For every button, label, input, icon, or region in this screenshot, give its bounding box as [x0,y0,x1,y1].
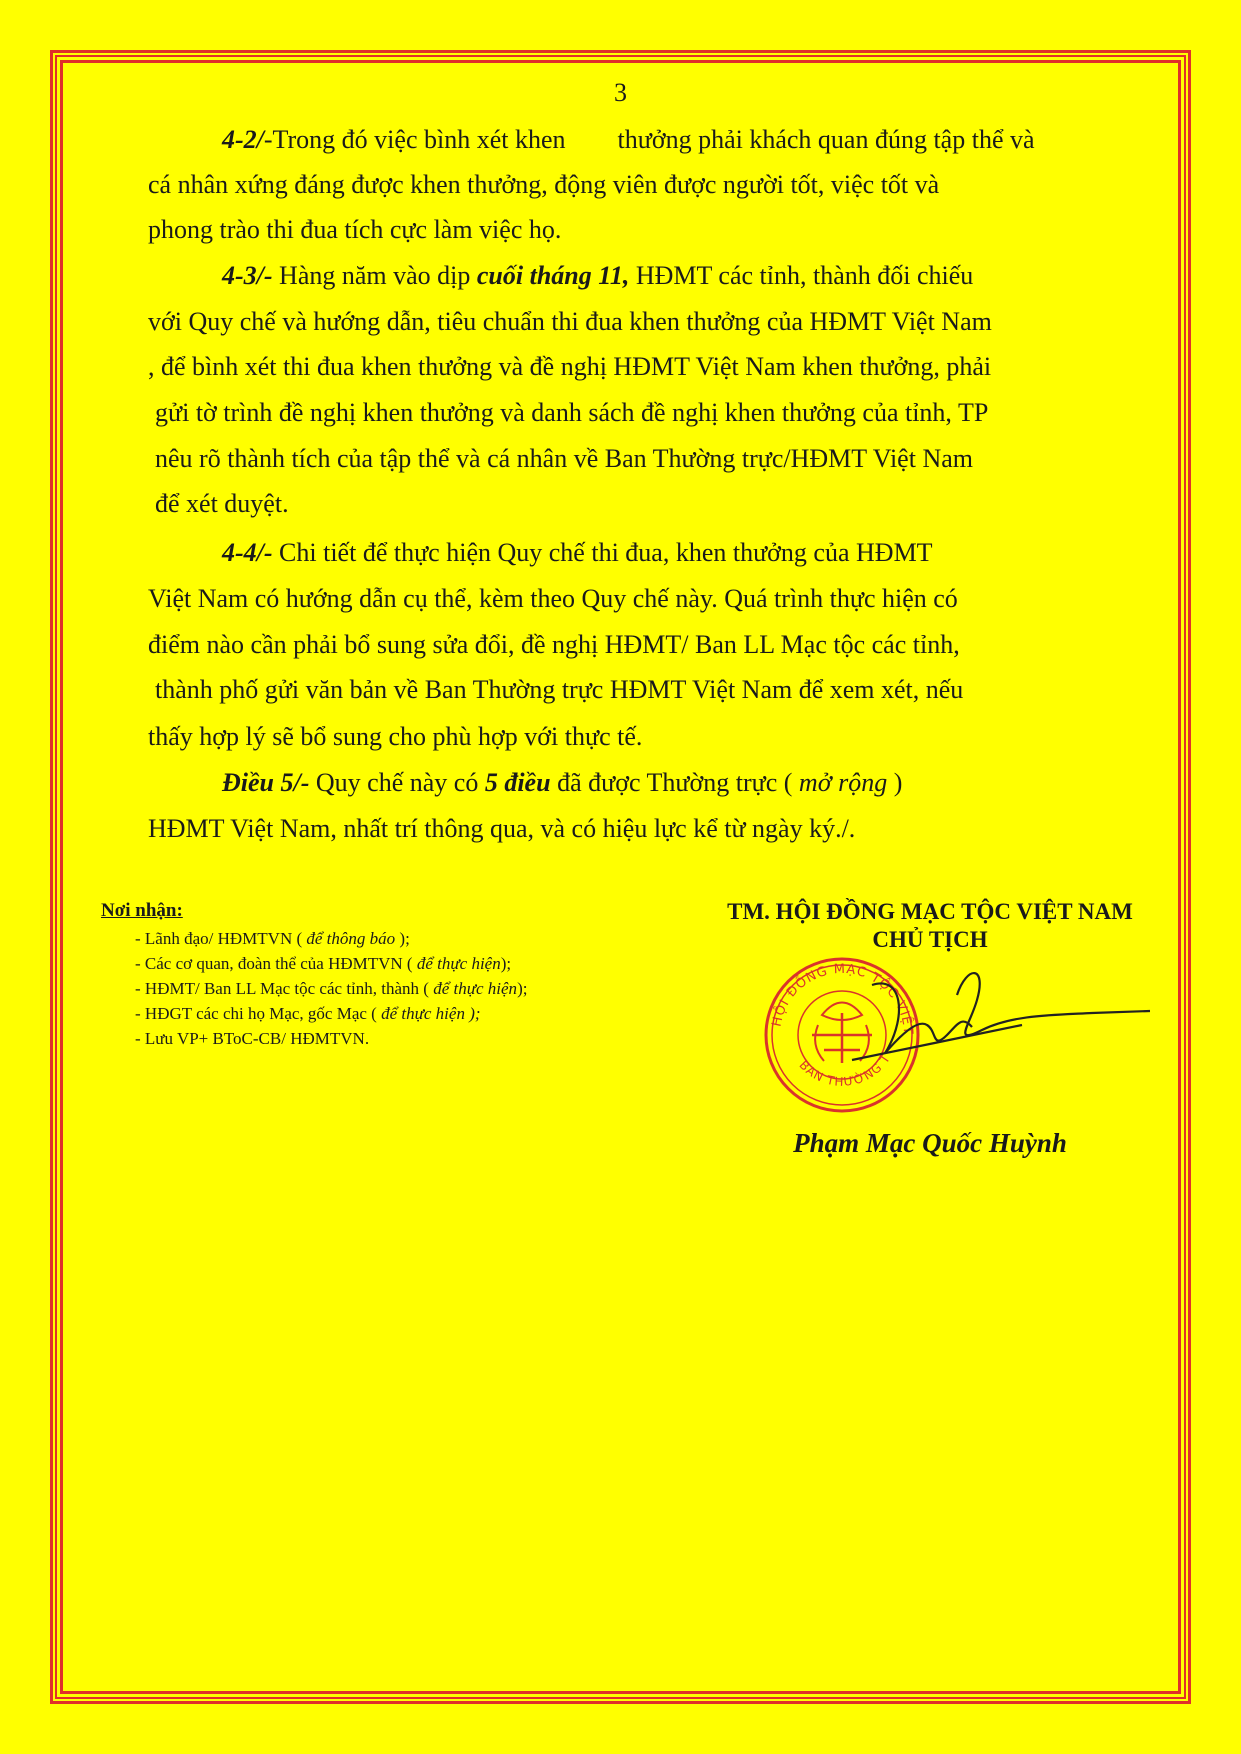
page-border-inner [60,60,1181,1694]
paragraph-4-3-line-4: gửi tờ trình đề nghị khen thưởng và danh sách đề nghị khen thưởng của tỉnh, TP [155,398,989,427]
text: Chi tiết để thực hiện Quy chế thi đua, khen thưởng của HĐMT [272,538,933,567]
paragraph-4-4-line-3: điểm nào cần phải bổ sung sửa đổi, đề nghị HĐMT/ Ban LL Mạc tộc các tỉnh, [148,630,960,659]
text: ) [887,768,903,797]
text: - Lưu VP+ BToC-CB/ HĐMTVN. [135,1029,370,1048]
signature-org-title [690,898,1170,954]
text: ); [395,929,410,948]
paragraph-4-3-line-1 [222,261,973,291]
seal-text-top: HỘI ĐỒNG MẠC TỘC VIỆT [769,961,916,1036]
text: đã được Thường trực ( [550,768,799,797]
text: ); [517,979,528,998]
recipient-item [135,978,527,1000]
text: -Trong đó việc bình xét khen thưởng phải khách quan đúng tập thể và [263,125,1035,154]
seal-and-signature [752,955,1152,1115]
handwritten-signature [852,973,1150,1060]
paragraph-4-3-line-2: với Quy chế và hướng dẫn, tiêu chuẩn thi đua khen thưởng của HĐMT Việt Nam [148,307,992,336]
emphasis-text: cuối tháng 11, [476,261,630,290]
organization-name: TM. HỘI ĐỒNG MẠC TỘC VIỆT NAM [727,899,1133,924]
clause-label-4-3: 4-3/- [222,261,273,290]
text: Quy chế này có [309,768,485,797]
seal-icon [752,955,1152,1115]
paragraph-4-2-line-3: phong trào thi đua tích cực làm việc họ. [148,215,562,244]
text: HĐMT các tỉnh, thành đối chiếu [629,261,974,290]
article-5-line-1 [222,768,902,798]
paragraph-4-3-line-5: nêu rõ thành tích của tập thể và cá nhân về Ban Thường trực/HĐMT Việt Nam [155,444,973,473]
recipients-title: Nơi nhận: [101,900,183,921]
text: Hàng năm vào dịp [272,261,477,290]
clause-label-4-4: 4-4/- [222,538,273,567]
paragraph-4-4-line-2: Việt Nam có hướng dẫn cụ thể, kèm theo Quy chế này. Quá trình thực hiện có [148,584,958,613]
paragraph-4-3-line-3: , để bình xét thi đua khen thưởng và đề nghị HĐMT Việt Nam khen thưởng, phải [148,352,992,381]
article-5-line-2: HĐMT Việt Nam, nhất trí thông qua, và có hiệu lực kể từ ngày ký./. [148,814,856,843]
text: - HĐMT/ Ban LL Mạc tộc các tỉnh, thành ( [135,979,434,998]
signer-name: Phạm Mạc Quốc Huỳnh [793,1128,1067,1158]
italic-text: để thực hiện [416,954,501,973]
paragraph-4-3-line-6: để xét duyệt. [155,489,289,518]
recipient-item [135,1003,481,1025]
article-label-5: Điều 5/- [222,768,310,797]
paragraph-4-2-line-1 [222,125,1035,155]
paragraph-4-4-line-5: thấy hợp lý sẽ bổ sung cho phù hợp với thực tế. [148,722,643,751]
italic-text: mở rộng [798,768,888,797]
signer-role: CHỦ TỊCH [872,927,988,952]
italic-text: để thông báo [306,929,396,948]
text: - Lãnh đạo/ HĐMTVN ( [135,929,307,948]
italic-text: để thực hiện ); [381,1004,481,1023]
recipient-item [135,928,410,950]
emphasis-text: 5 điều [484,768,551,797]
text: ); [500,954,512,973]
clause-label-4-2: 4-2/ [222,125,264,154]
italic-text: để thực hiện [433,979,518,998]
recipient-item [135,1028,369,1050]
recipient-item [135,953,511,975]
page-number: 3 [614,78,627,107]
paragraph-4-2-line-2: cá nhân xứng đáng được khen thưởng, động viên được người tốt, việc tốt và [148,170,940,199]
text: - HĐGT các chi họ Mạc, gốc Mạc ( [135,1004,382,1023]
text: - Các cơ quan, đoàn thể của HĐMTVN ( [135,954,417,973]
paragraph-4-4-line-4: thành phố gửi văn bản về Ban Thường trực HĐMT Việt Nam để xem xét, nếu [155,675,964,704]
seal-text-bottom: BAN THƯỜNG T [796,1051,894,1089]
paragraph-4-4-line-1 [222,538,933,568]
